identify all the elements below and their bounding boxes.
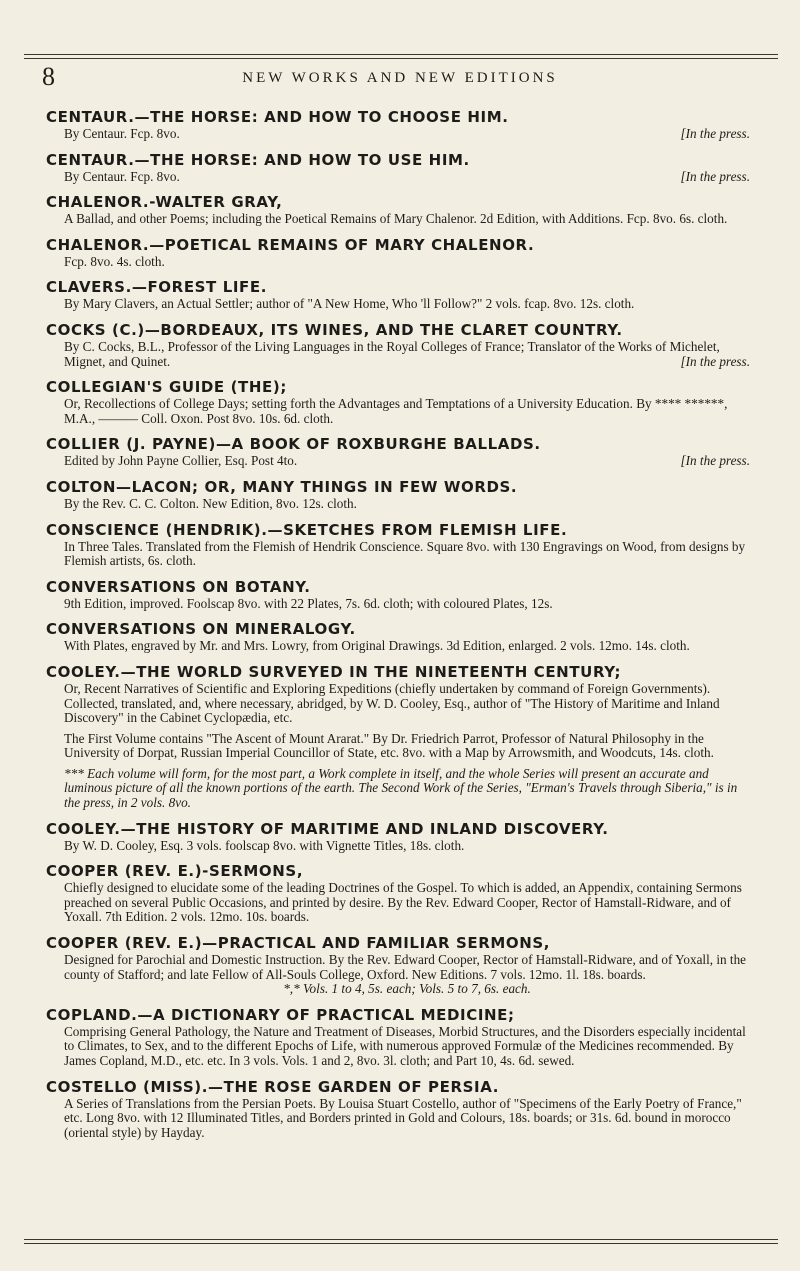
entry-description-text: By C. Cocks, B.L., Professor of the Living Languages in the Royal Colleges of France; Translator of the Works of Michelet, Mignet, and Quinet. bbox=[64, 338, 720, 369]
entry-heading: COPLAND.—A DICTIONARY OF PRACTICAL MEDICINE; bbox=[46, 1005, 515, 1024]
bottom-double-rule bbox=[24, 1239, 778, 1240]
entry-heading: COOLEY.—THE HISTORY OF MARITIME AND INLAND DISCOVERY. bbox=[46, 819, 609, 838]
entry-description: Or, Recent Narratives of Scientific and Exploring Expeditions (chiefly undertaken by command of Foreign Governments). Collected, translated, and, where necessary, abridged, by W. D. Cooley, Esq., author of "The History of Maritime and Inland Discovery" in the Cabinet Cyclopædia, etc. bbox=[64, 680, 720, 726]
entry-status: [In the press. bbox=[680, 126, 750, 141]
entry-description: Fcp. 8vo. 4s. cloth. bbox=[64, 253, 165, 269]
entry-heading: CONVERSATIONS ON MINERALOGY. bbox=[46, 620, 356, 639]
entry-description: Chiefly designed to elucidate some of the leading Doctrines of the Gospel. To which is added, an Appendix, containing Sermons preached on several Public Occasions, and printed by desire. By the Rev. Edward Cooper, Rector of Hamstall-Ridware, and of Yoxall. 7th Edition. 2 vols. 12mo. 10s. boards. bbox=[64, 880, 742, 925]
entry-description: By the Rev. C. C. Colton. New Edition, 8vo. 12s. cloth. bbox=[64, 495, 357, 511]
entry-byline: Edited by John Payne Collier, Esq. Post 4to. bbox=[64, 453, 298, 469]
entry bbox=[46, 1006, 750, 1069]
entry-line bbox=[46, 127, 750, 142]
entry-description: Comprising General Pathology, the Nature and Treatment of Diseases, Morbid Structures, and the Disorders especially incidental to Climates, to Sex, and to the different Epochs of Life, with numerous approved Formulæ of the Medicines recommended. By James Copland, M.D., etc. etc. In 3 vols. Vols. 1 and 2, 8vo. 3l. cloth; and Part 10, 4s. 6d. sewed. bbox=[64, 1023, 746, 1068]
entry bbox=[46, 934, 750, 997]
bottom-double-rule-inner bbox=[24, 1243, 778, 1244]
entry-description: Or, Recollections of College Days; setting forth the Advantages and Temptations of a University Education. By **** ******, M.A., ——— Coll. Oxon. Post 8vo. 10s. 6d. cloth. bbox=[64, 396, 728, 426]
entry bbox=[46, 578, 750, 612]
entry bbox=[46, 620, 750, 654]
entry bbox=[46, 478, 750, 512]
entry-description: A Ballad, and other Poems; including the Poetical Remains of Mary Chalenor. 2d Edition, with Additions. Fcp. 8vo. 6s. cloth. bbox=[64, 211, 728, 227]
entry-heading: CONVERSATIONS ON BOTANY. bbox=[46, 577, 311, 596]
entry-heading: CENTAUR.—THE HORSE: AND HOW TO USE HIM. bbox=[46, 150, 470, 169]
entry-heading: COLLIER (J. PAYNE)—A BOOK OF ROXBURGHE BALLADS. bbox=[46, 435, 541, 454]
entry-heading: COOPER (REV. E.)—PRACTICAL AND FAMILIAR SERMONS, bbox=[46, 934, 551, 953]
entry-description: With Plates, engraved by Mr. and Mrs. Lowry, from Original Drawings. 3d Edition, enlarged. 2 vols. 12mo. 14s. cloth. bbox=[64, 638, 690, 654]
entry-description bbox=[64, 340, 750, 369]
entry bbox=[46, 278, 750, 312]
entry-description: A Series of Translations from the Persian Poets. By Louisa Stuart Costello, author of "Specimens of the Early Poetry of France," etc. Long 8vo. with 12 Illuminated Titles, and Borders printed in Gold and Colours, 18s. boards; or 31s. 6d. bound in morocco (oriental style) by Hayday. bbox=[64, 1095, 742, 1140]
top-double-rule-inner bbox=[24, 58, 778, 59]
entry-note: *** Each volume will form, for the most part, a Work complete in itself, and the whole Series will present an accurate and luminous picture of all the known portions of the earth. The Second Work of the Series, "Erman's Travels through Siberia," is in the press, in 2 vols. 8vo. bbox=[64, 765, 738, 811]
entry bbox=[46, 108, 750, 142]
entry-description: 9th Edition, improved. Foolscap 8vo. with 22 Plates, 7s. 6d. cloth; with coloured Plates, 12s. bbox=[64, 595, 553, 611]
entry-heading: COOPER (REV. E.)-SERMONS, bbox=[46, 862, 304, 881]
entry-description: Designed for Parochial and Domestic Instruction. By the Rev. Edward Cooper, Rector of Hamstall-Ridware, and of Yoxall, in the county of Stafford; and late Fellow of All-Souls College, Oxford. New Editions. 7 vols. 12mo. 1l. 18s. boards. bbox=[64, 952, 747, 982]
entry-heading: CENTAUR.—THE HORSE: AND HOW TO CHOOSE HIM. bbox=[46, 108, 509, 126]
entry-heading: COCKS (C.)—BORDEAUX, ITS WINES, AND THE CLARET COUNTRY. bbox=[46, 320, 623, 339]
entry-note: *,* Vols. 1 to 4, 5s. each; Vols. 5 to 7, 6s. each. bbox=[283, 981, 531, 997]
entry-heading: CONSCIENCE (HENDRIK).—SKETCHES FROM FLEMISH LIFE. bbox=[46, 520, 568, 539]
entry-byline: By Centaur. Fcp. 8vo. bbox=[64, 168, 180, 184]
entry-description-2: The First Volume contains "The Ascent of Mount Ararat." By Dr. Friedrich Parrot, Professor of Natural Philosophy in the University of Dorpat, Russian Imperial Councillor of State, etc. 8vo. with a Map by Arrowsmith, and Woodcuts, 14s. cloth. bbox=[64, 730, 714, 761]
entry-byline: By Centaur. Fcp. 8vo. bbox=[64, 126, 180, 141]
entry-heading: COLTON—LACON; OR, MANY THINGS IN FEW WORDS. bbox=[46, 477, 518, 496]
page-number: 8 bbox=[42, 62, 55, 91]
entry bbox=[46, 236, 750, 270]
running-title: NEW WORKS AND NEW EDITIONS bbox=[242, 70, 558, 86]
entry-description: By W. D. Cooley, Esq. 3 vols. foolscap 8vo. with Vignette Titles, 18s. cloth. bbox=[64, 837, 465, 853]
entry bbox=[46, 820, 750, 854]
entries-list bbox=[46, 108, 750, 1149]
entry-line bbox=[46, 170, 750, 185]
top-double-rule bbox=[24, 54, 778, 55]
entry-description: By Mary Clavers, an Actual Settler; author of "A New Home, Who 'll Follow?" 2 vols. fcap. 8vo. 12s. cloth. bbox=[64, 296, 635, 312]
entry bbox=[46, 1078, 750, 1141]
entry-status: [In the press. bbox=[680, 168, 750, 184]
entry-heading: COLLEGIAN'S GUIDE (THE); bbox=[46, 378, 287, 397]
entry bbox=[46, 321, 750, 369]
entry bbox=[46, 378, 750, 426]
entry bbox=[46, 521, 750, 569]
entry bbox=[46, 663, 750, 811]
entry bbox=[46, 151, 750, 185]
entry-status: [In the press. bbox=[680, 453, 750, 469]
entry-line bbox=[46, 454, 750, 469]
entry-heading: CHALENOR.-WALTER GRAY, bbox=[46, 193, 283, 212]
entry-heading: CHALENOR.—POETICAL REMAINS OF MARY CHALENOR. bbox=[46, 235, 535, 254]
entry bbox=[46, 435, 750, 469]
entry bbox=[46, 193, 750, 227]
entry-heading: COSTELLO (MISS).—THE ROSE GARDEN OF PERSIA. bbox=[46, 1077, 499, 1096]
entry-status: [In the press. bbox=[680, 353, 750, 369]
entry bbox=[46, 862, 750, 925]
entry-heading: COOLEY.—THE WORLD SURVEYED IN THE NINETEENTH CENTURY; bbox=[46, 662, 622, 681]
entry-description: In Three Tales. Translated from the Flemish of Hendrik Conscience. Square 8vo. with 130 Engravings on Wood, from designs by Flemish artists, 6s. cloth. bbox=[64, 538, 746, 569]
entry-heading: CLAVERS.—FOREST LIFE. bbox=[46, 278, 268, 297]
